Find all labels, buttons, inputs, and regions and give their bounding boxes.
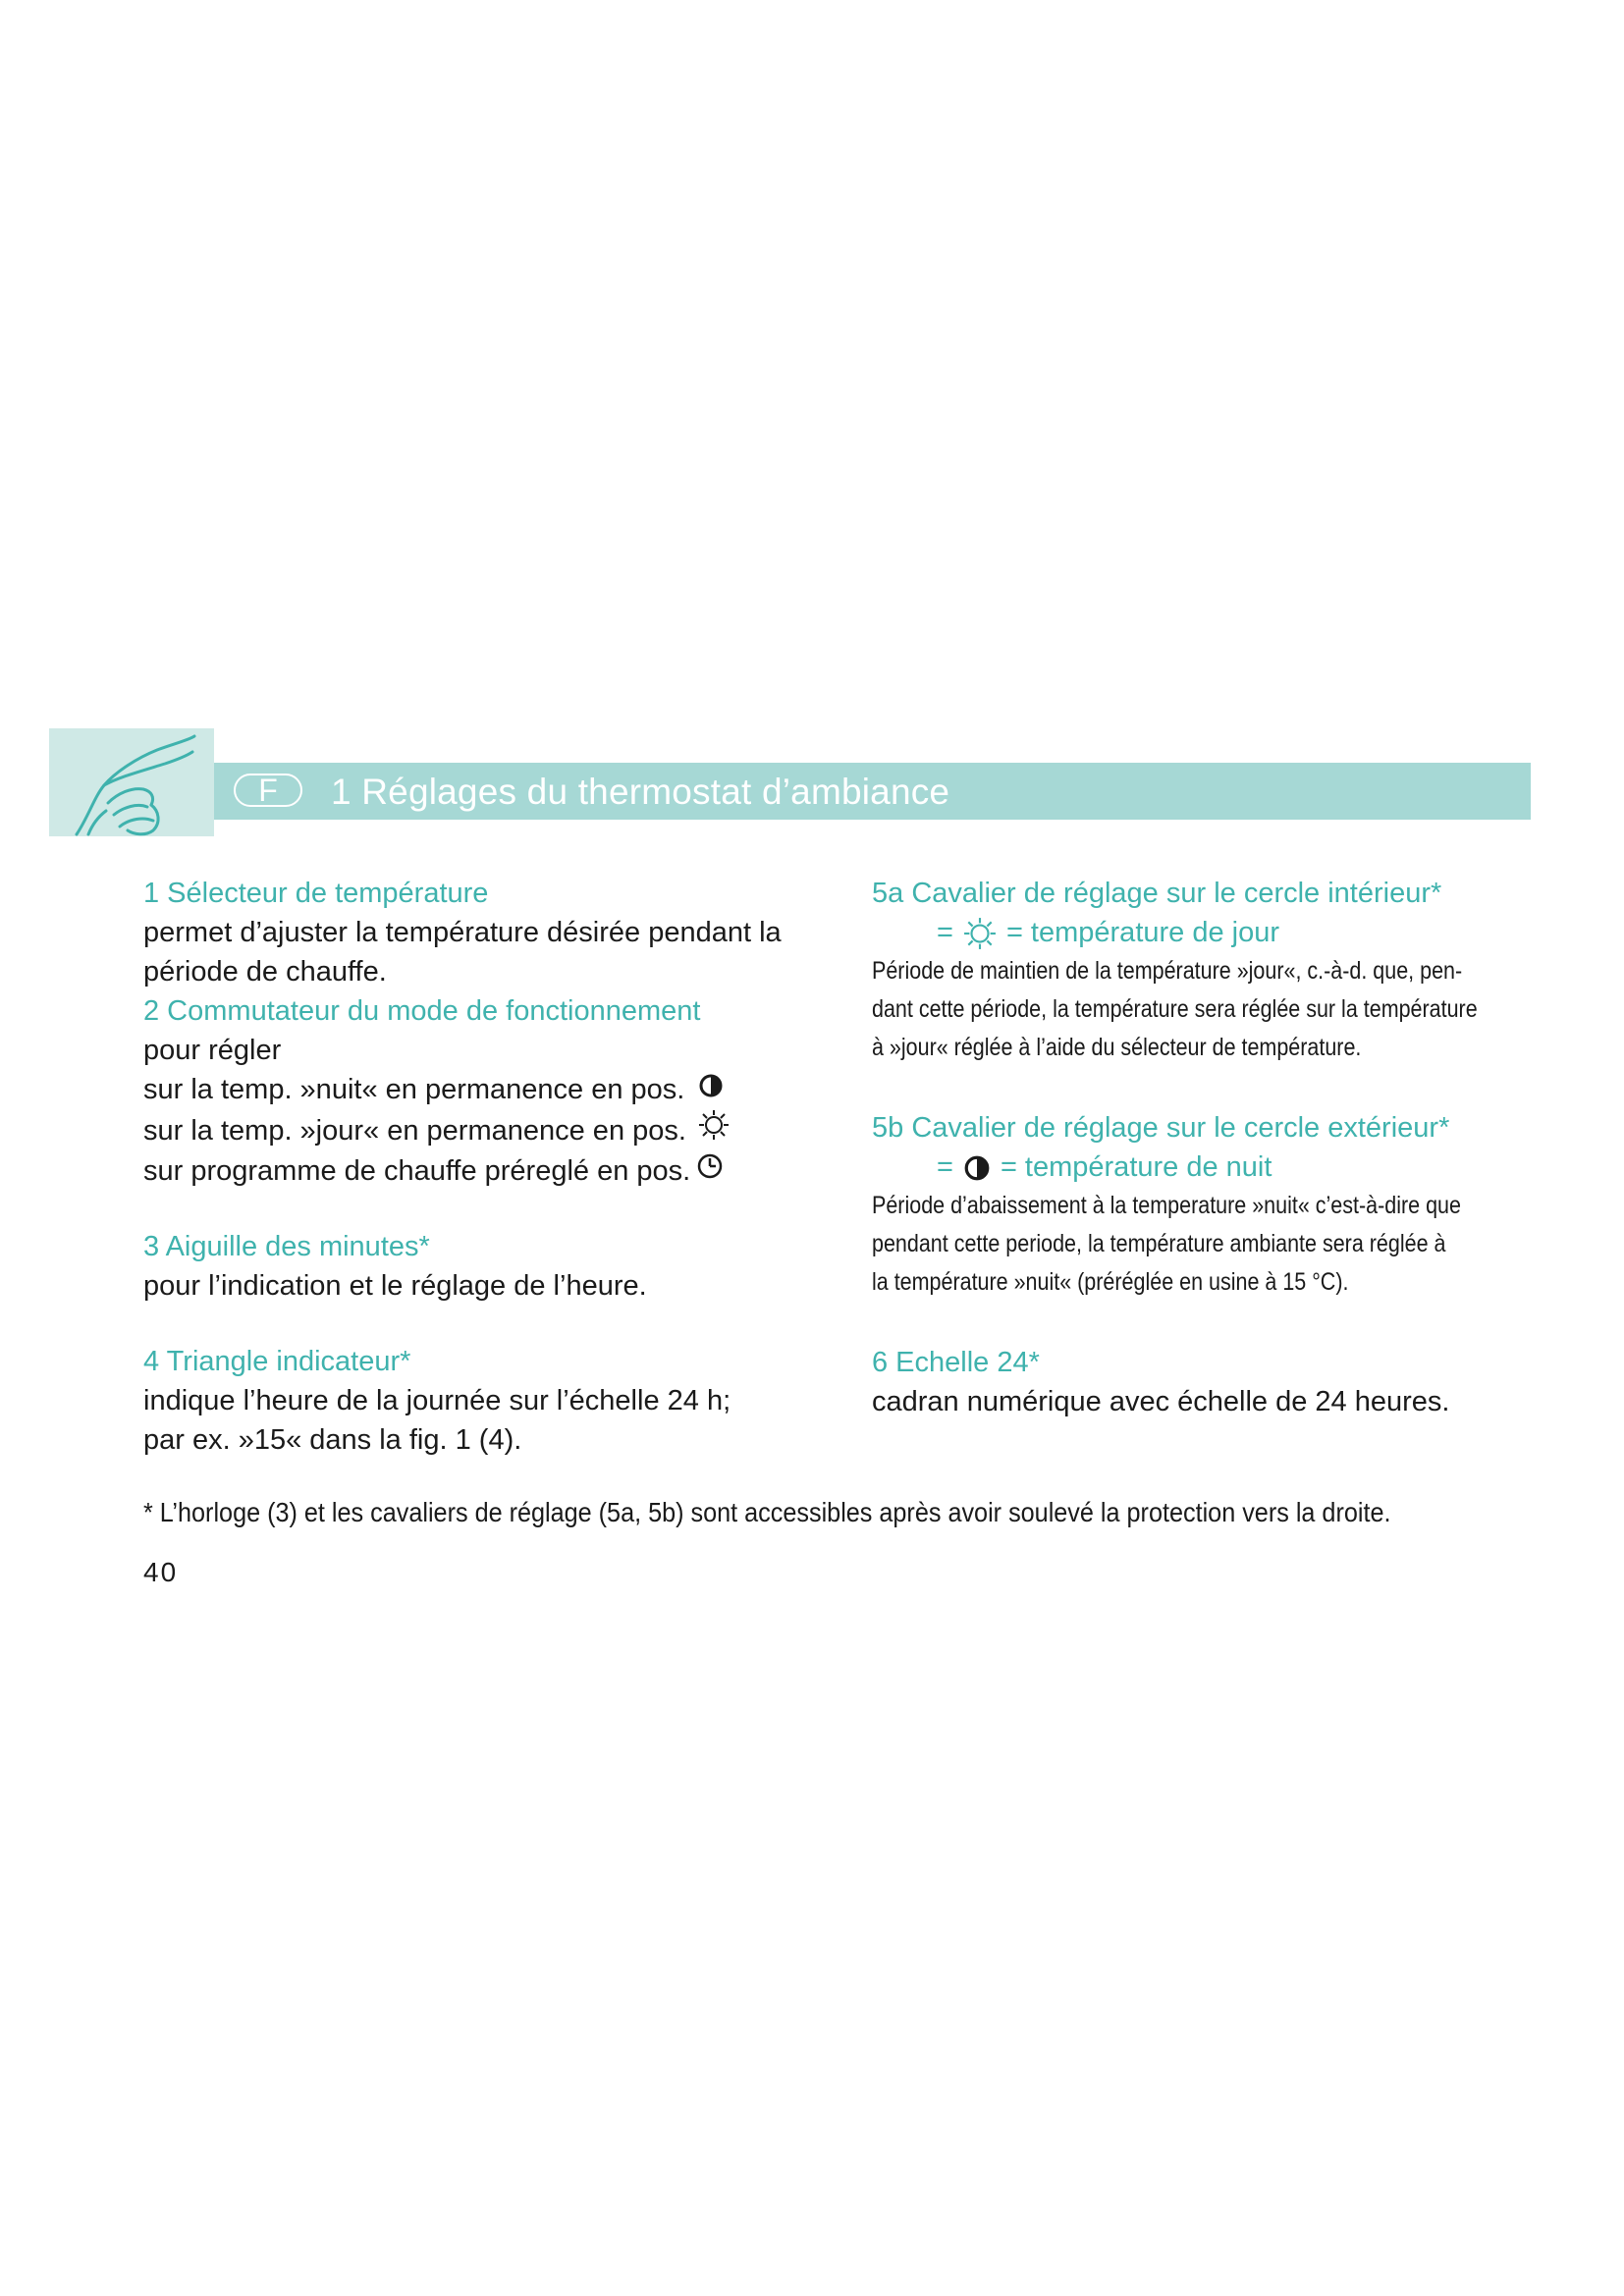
section-3-text: pour l’indication et le réglage de l’heure.: [143, 1270, 647, 1302]
equals-sign: =: [937, 917, 953, 948]
section-2-text: sur la temp. »nuit« en permanence en pos.: [143, 1074, 685, 1105]
section-2-program-line: [143, 1151, 811, 1191]
night-temperature-label: = température de nuit: [1000, 1151, 1272, 1183]
section-4-text: par ex. »15« dans la fig. 1 (4).: [143, 1424, 522, 1456]
section-5a-equation: [872, 913, 1540, 952]
section-5a-text: Période de maintien de la température »jour«, c.-à-d. que, pen-: [872, 957, 1463, 985]
page-title: 1 Réglages du thermostat d’ambiance: [331, 772, 950, 812]
section-4-text: indique l’heure de la journée sur l’échelle 24 h;: [143, 1385, 731, 1416]
section-5b-equation: [872, 1148, 1540, 1187]
section-2-text: pour régler: [143, 1035, 282, 1066]
sun-icon: [698, 1109, 730, 1151]
section-1-text: permet d’ajuster la température désirée pendant la: [143, 917, 782, 948]
section-2-heading: 2 Commutateur du mode de fonctionnement: [143, 995, 701, 1027]
right-column: [872, 874, 1540, 1421]
section-2-day-line: [143, 1109, 811, 1151]
section-5b-text: pendant cette periode, la température ambiante sera réglée à: [872, 1230, 1446, 1257]
section-1-text: période de chauffe.: [143, 956, 387, 988]
section-5b-text: la température »nuit« (préréglée en usine à 15 °C).: [872, 1268, 1349, 1296]
left-column: [143, 874, 811, 1460]
section-5b-heading: 5b Cavalier de réglage sur le cercle extérieur*: [872, 1112, 1450, 1144]
section-2-text: sur la temp. »jour« en permanence en pos.: [143, 1114, 686, 1147]
day-temperature-label: = température de jour: [1005, 917, 1280, 948]
section-1-heading: 1 Sélecteur de température: [143, 878, 489, 909]
section-5a-text: à »jour« réglée à l’aide du sélecteur de température.: [872, 1034, 1362, 1061]
section-6-text: cadran numérique avec échelle de 24 heures.: [872, 1386, 1450, 1417]
section-2-night-line: [143, 1070, 811, 1109]
section-5b-text: Période d’abaissement à la temperature »nuit« c’est-à-dire que: [872, 1192, 1461, 1219]
section-3-heading: 3 Aiguille des minutes*: [143, 1231, 430, 1262]
section-5a-text: dant cette période, la température sera réglée sur la température: [872, 995, 1478, 1023]
language-badge: F: [234, 774, 302, 807]
clock-icon: [696, 1151, 724, 1191]
section-5a-heading: 5a Cavalier de réglage sur le cercle intérieur*: [872, 878, 1442, 909]
footnote: * L’horloge (3) et les cavaliers de réglage (5a, 5b) sont accessibles après avoir soulevé la protection vers la droite.: [143, 1497, 1391, 1527]
hand-pointer-icon: [49, 728, 214, 836]
section-4-heading: 4 Triangle indicateur*: [143, 1346, 411, 1377]
page-number: 40: [143, 1557, 179, 1587]
section-6-heading: 6 Echelle 24*: [872, 1347, 1040, 1378]
sun-icon: [963, 913, 997, 952]
moon-icon: [698, 1070, 724, 1109]
equals-sign: =: [937, 1151, 953, 1183]
hand-icon-box: [49, 728, 214, 836]
section-2-text: sur programme de chauffe préreglé en pos.: [143, 1155, 691, 1187]
moon-icon: [963, 1148, 991, 1187]
